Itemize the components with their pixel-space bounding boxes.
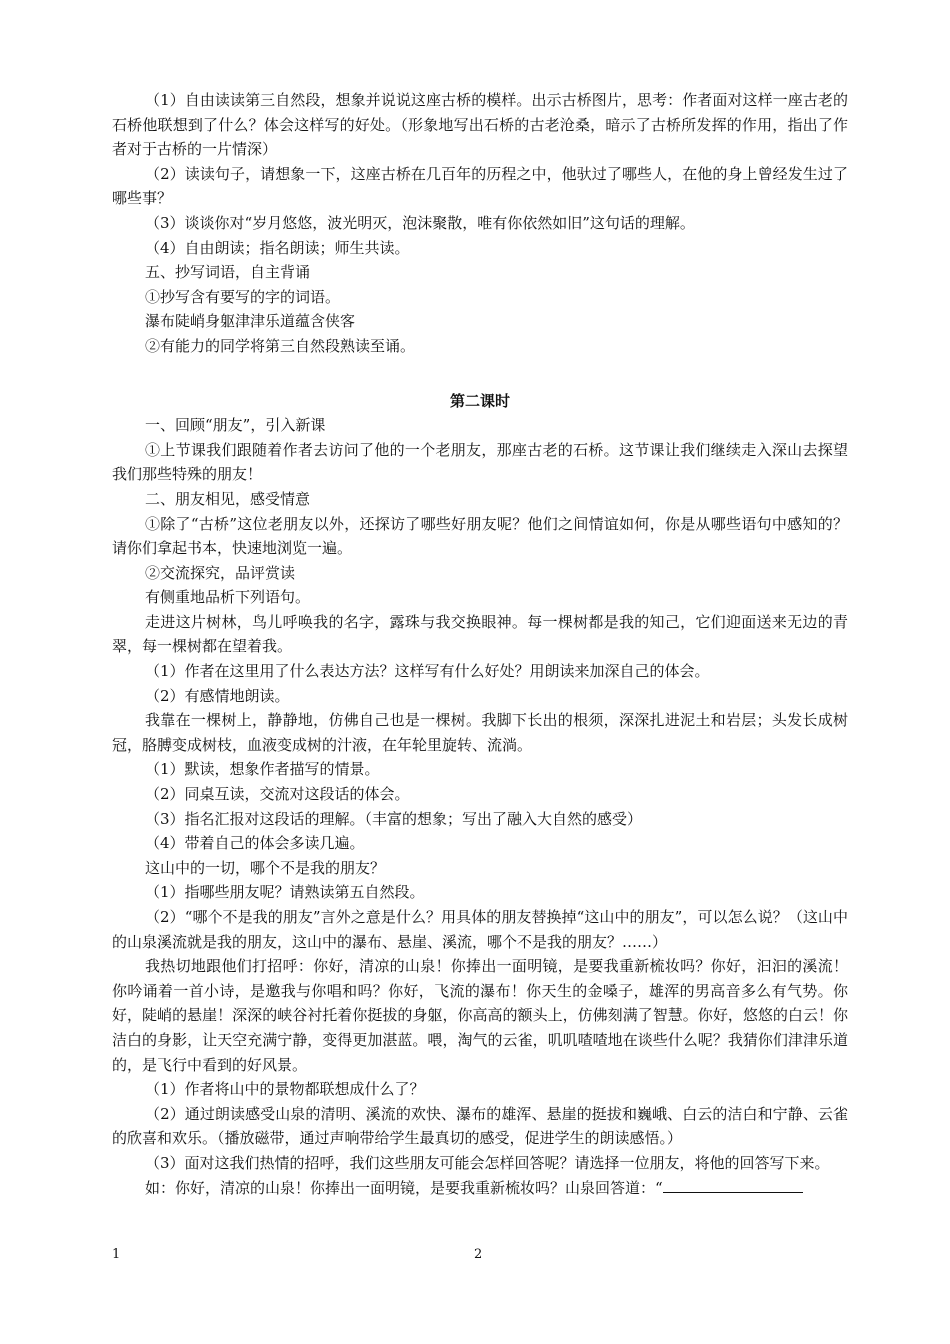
quote-paragraph: 我靠在一棵树上，静静地，仿佛自己也是一棵树。我脚下长出的根须，深深扎进泥土和岩层；头发长成树冠，胳膊变成树枝，血液变成树的汁液，在年轮里旋转、流淌。 bbox=[112, 711, 848, 754]
answer-prompt-text: 如：你好，清凉的山泉！你捧出一面明镜，是要我重新梳妆吗？山泉回答道：“ bbox=[145, 1178, 663, 1197]
section-heading: 二、朋友相见，感受情意 bbox=[145, 489, 311, 508]
section-heading: 一、回顾“朋友”，引入新课 bbox=[145, 416, 326, 435]
section-heading: 五、抄写词语，自主背诵 bbox=[145, 263, 311, 282]
paragraph: ②有能力的同学将第三自然段熟读至诵。 bbox=[145, 336, 416, 355]
page-number-left: 1 bbox=[112, 1247, 121, 1262]
quote-paragraph: 我热切地跟他们打招呼：你好，清凉的山泉！你捧出一面明镜，是要我重新梳妆吗？你好，汩汩的溪流！你吟诵着一首小诗，是邀我与你唱和吗？你好，飞流的瀑布！你天生的金嗓子，雄浑的男高音多么有气势。你好，陡峭的悬崖！深深的峡谷衬托着你挺拔的身躯，你高高的额头上，仿佛刻满了智慧。你好，悠悠的白云！你洁白的身影，让天空充满宁静，变得更加湛蓝。喂，淘气的云雀，叽叽喳喳地在谈些什么呢？我猜你们津津乐道的，是飞行中看到的好风景。 bbox=[112, 957, 848, 1074]
word-list: 瀑布陡峭身躯津津乐道蕴含侠客 bbox=[145, 312, 356, 331]
paragraph: （2）通过朗读感受山泉的清明、溪流的欢快、瀑布的雄浑、悬崖的挺拔和巍峨、白云的洁白和宁静、云雀的欣喜和欢乐。（播放磁带，通过声响带给学生最真切的感受，促进学生的朗读感悟。） bbox=[112, 1104, 848, 1148]
paragraph: （4）带着自己的体会多读几遍。 bbox=[145, 834, 365, 853]
paragraph: （3）面对这我们热情的招呼，我们这些朋友可能会怎样回答呢？请选择一位朋友，将他的回答写下来。 bbox=[145, 1153, 830, 1172]
paragraph: （2）同桌互读，交流对这段话的体会。 bbox=[145, 785, 410, 804]
paragraph: （1）自由读读第三自然段，想象并说说这座古桥的模样。出示古桥图片，思考：作者面对这样一座古老的石桥他联想到了什么？体会这样写的好处。（形象地写出石桥的古老沧桑，暗示了古桥所发挥的作用，指出了作者对于古桥的一片情深） bbox=[112, 91, 848, 159]
paragraph: （1）作者将山中的景物都联想成什么了？ bbox=[145, 1080, 425, 1099]
paragraph: ①除了“古桥”这位老朋友以外，还探访了哪些好朋友呢？他们之间情谊如何，你是从哪些语句中感知的？请你们拿起书本，快速地浏览一遍。 bbox=[112, 514, 848, 558]
paragraph: （2）读读句子，请想象一下，这座古桥在几百年的历程之中，他驮过了哪些人，在他的身上曾经发生过了哪些事？ bbox=[112, 164, 848, 208]
paragraph: （1）指哪些朋友呢？请熟读第五自然段。 bbox=[145, 883, 425, 902]
paragraph: （2）“哪个不是我的朋友”言外之意是什么？用具体的朋友替换掉“这山中的朋友”，可以怎么说？（这山中的山泉溪流就是我的朋友，这山中的瀑布、悬崖、溪流，哪个不是我的朋友？……） bbox=[112, 908, 848, 951]
page-number-center: 2 bbox=[474, 1247, 483, 1262]
answer-prompt bbox=[112, 1176, 848, 1201]
paragraph: （4）自由朗读；指名朗读；师生共读。 bbox=[145, 238, 410, 257]
lesson-heading: 第二课时 bbox=[449, 391, 510, 410]
paragraph: （2）有感情地朗读。 bbox=[145, 686, 290, 705]
paragraph: ②交流探究，品评赏读 bbox=[145, 563, 296, 582]
paragraph: （3）指名汇报对这段话的理解。（丰富的想象；写出了融入大自然的感受） bbox=[145, 809, 643, 828]
paragraph: （1）作者在这里用了什么表达方法？这样写有什么好处？用朗读来加深自己的体会。 bbox=[145, 662, 710, 681]
paragraph: ①上节课我们跟随着作者去访问了他的一个老朋友，那座古老的石桥。这节课让我们继续走入深山去探望我们那些特殊的朋友！ bbox=[112, 440, 848, 484]
paragraph: 有侧重地品析下列语句。 bbox=[145, 588, 311, 607]
paragraph: ①抄写含有要写的字的词语。 bbox=[145, 287, 341, 306]
quote-paragraph: 这山中的一切，哪个不是我的朋友？ bbox=[145, 858, 386, 877]
quote-paragraph: 走进这片树林，鸟儿呼唤我的名字，露珠与我交换眼神。每一棵树都是我的知己，它们迎面送来无边的青翠，每一棵树都在望着我。 bbox=[112, 612, 848, 656]
paragraph: （1）默读，想象作者描写的情景。 bbox=[145, 760, 380, 779]
document-page bbox=[112, 88, 848, 1200]
answer-blank bbox=[663, 1178, 803, 1193]
paragraph: （3）谈谈你对“岁月悠悠，波光明灭，泡沫聚散，唯有你依然如旧”这句话的理解。 bbox=[145, 213, 695, 232]
